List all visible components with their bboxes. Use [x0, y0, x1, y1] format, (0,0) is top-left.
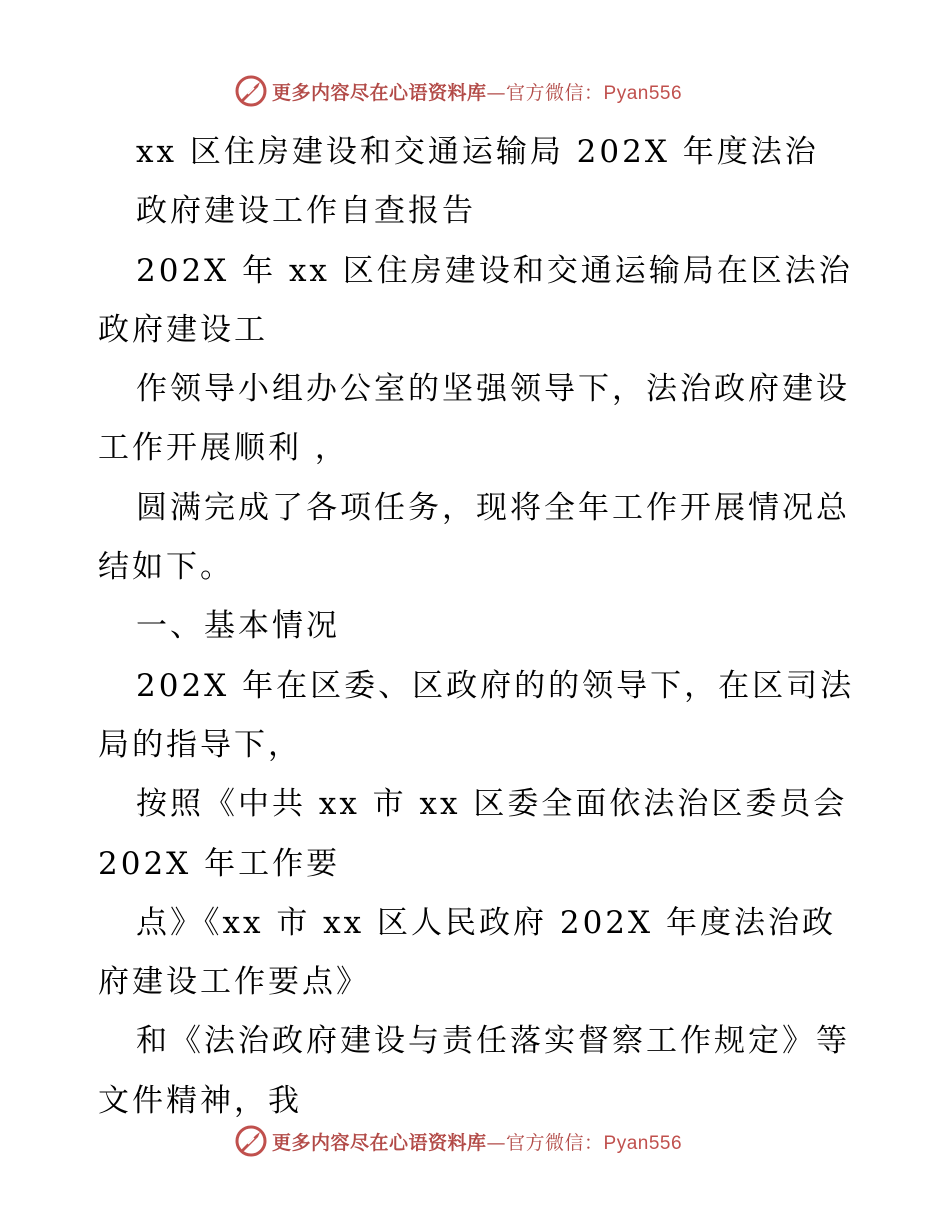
- watermark-label: 官方微信：: [506, 81, 604, 104]
- text-line: 作领导小组办公室的坚强领导下，法治政府建设: [136, 371, 850, 408]
- watermark-id: Pyan556: [603, 1132, 683, 1154]
- watermark-text: [272, 78, 682, 105]
- text-line: xx 区住房建设和交通运输局 202X 年度法治: [136, 134, 819, 170]
- text-line: 和《法治政府建设与责任落实督察工作规定》等: [136, 1023, 850, 1060]
- watermark-dash: —: [486, 81, 507, 104]
- watermark-dash: —: [486, 1131, 507, 1154]
- text-line: 202X 年工作要: [98, 845, 341, 882]
- text-line: 按照《中共 xx 市 xx 区委全面依法治区委员会: [136, 786, 848, 823]
- document-body: [98, 123, 878, 1131]
- text-line: 结如下。: [98, 549, 234, 586]
- text-line: 局的指导下，: [98, 726, 302, 763]
- watermark-text: [272, 1128, 682, 1155]
- quill-logo-icon: [234, 74, 268, 108]
- text-line: 府建设工作要点》: [98, 964, 370, 1001]
- text-line: 文件精神，我: [98, 1082, 302, 1119]
- watermark-main-text: 更多内容尽在心语资料库: [272, 1131, 487, 1154]
- text-line: 202X 年在区委、区政府的的领导下，在区司法: [136, 667, 855, 704]
- text-line: 点》《xx 市 xx 区人民政府 202X 年度法治政: [136, 904, 836, 941]
- text-line: 工作开展顺利 ，: [98, 430, 349, 467]
- text-line: 一、基本情况: [136, 608, 340, 645]
- footer-watermark: [234, 1124, 682, 1158]
- quill-logo-icon: [234, 1124, 268, 1158]
- text-line: 政府建设工作自查报告: [136, 193, 476, 230]
- header-watermark: [234, 74, 682, 108]
- text-line: 202X 年 xx 区住房建设和交通运输局在区法治: [136, 252, 853, 289]
- text-line: 政府建设工: [98, 311, 268, 348]
- watermark-main-text: 更多内容尽在心语资料库: [272, 81, 487, 104]
- text-line: 圆满完成了各项任务，现将全年工作开展情况总: [136, 489, 850, 526]
- watermark-id: Pyan556: [603, 82, 683, 104]
- watermark-label: 官方微信：: [506, 1131, 604, 1154]
